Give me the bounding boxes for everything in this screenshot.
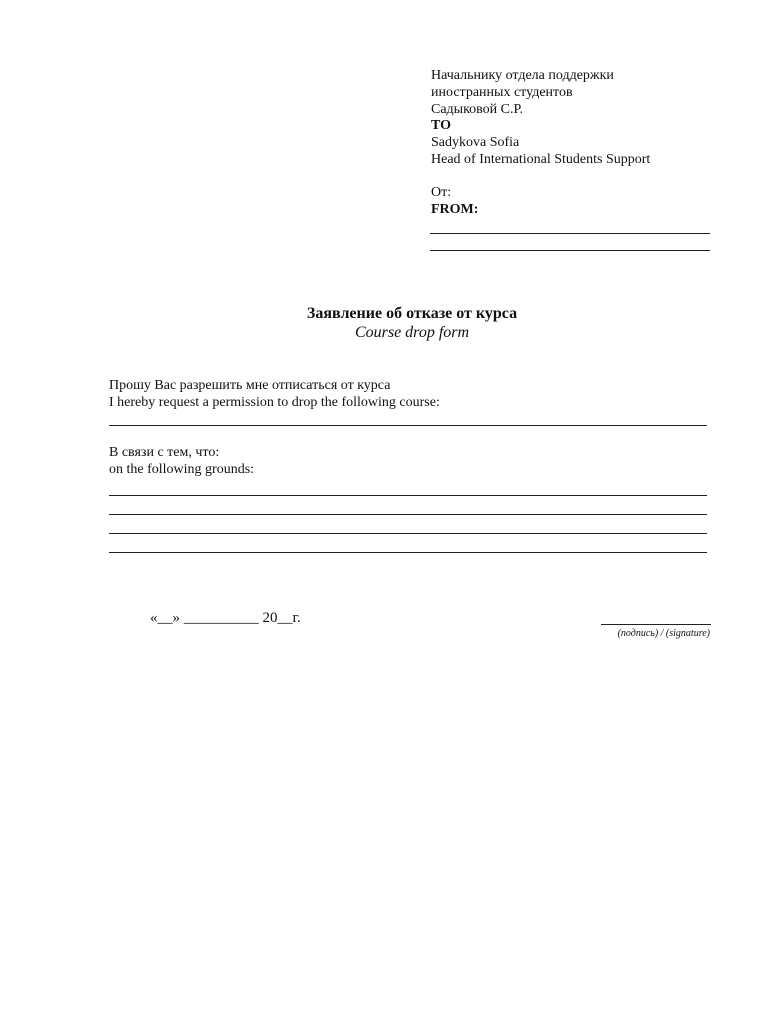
from-field-line-2[interactable]	[430, 250, 710, 251]
addressee-block	[431, 68, 713, 218]
addressee-ru-line-2: иностранных студентов	[431, 84, 573, 100]
addressee-en-position: Head of International Students Support	[431, 151, 651, 167]
course-field-line[interactable]	[109, 425, 707, 426]
grounds-field-line-2[interactable]	[109, 514, 707, 515]
addressee-ru-line-1: Начальнику отдела поддержки	[431, 68, 614, 83]
signature-line[interactable]	[601, 624, 711, 625]
request-text-ru: Прошу Вас разрешить мне отписаться от курса	[109, 378, 391, 393]
addressee-ru-line-3: Садыковой С.Р.	[431, 101, 524, 117]
request-text-en: I hereby request a permission to drop the following course:	[109, 395, 440, 410]
grounds-text-ru: В связи с тем, что:	[109, 445, 220, 460]
from-label-en: FROM:	[431, 201, 479, 217]
form-title-ru: Заявление об отказе от курса	[306, 305, 518, 322]
spacer	[431, 169, 713, 185]
grounds-field-line-1[interactable]	[109, 495, 707, 496]
addressee-en-name: Sadykova Sofia	[431, 135, 520, 151]
grounds-field-line-3[interactable]	[109, 533, 707, 534]
from-field-line-1[interactable]	[430, 233, 710, 234]
date-field[interactable]: «__» __________ 20__г.	[150, 610, 301, 626]
grounds-text-en: on the following grounds:	[109, 462, 255, 477]
form-title-en: Course drop form	[354, 324, 470, 341]
from-label-ru: От:	[431, 184, 452, 200]
grounds-field-line-4[interactable]	[109, 552, 707, 553]
to-label: TO	[431, 118, 451, 134]
signature-caption: (подпись) / (signature)	[617, 628, 710, 639]
